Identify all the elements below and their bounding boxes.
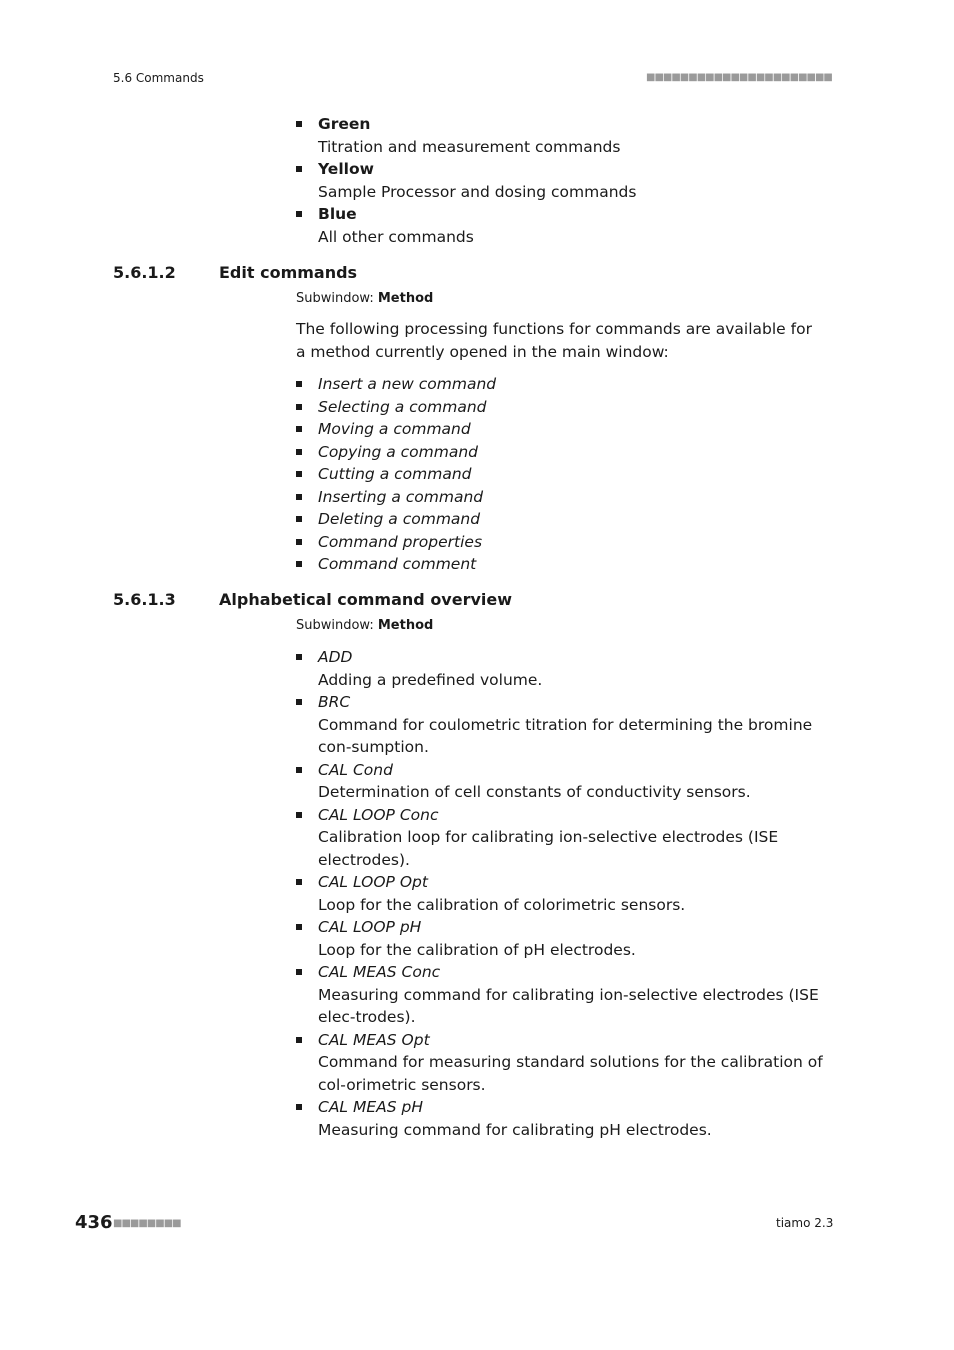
- bullet-square-icon: [296, 812, 302, 818]
- list-item: CAL LOOP Conc Calibration loop for calibrating ion-selective electrodes (ISE electrodes).: [296, 804, 836, 872]
- list-item: Yellow Sample Processor and dosing commands: [296, 158, 836, 203]
- section-number: 5.6.1.2: [113, 263, 176, 282]
- section-number: 5.6.1.3: [113, 590, 176, 609]
- running-header-dashes: ■■■■■■■■■■■■■■■■■■■■■■: [646, 72, 832, 83]
- subwindow-note: Subwindow: Method: [296, 291, 434, 306]
- list-item: Selecting a command: [296, 396, 836, 419]
- list-item: CAL LOOP pH Loop for the calibration of pH electrodes.: [296, 916, 836, 961]
- intro-paragraph: The following processing functions for commands are available for a method currently opened in the main window:: [296, 320, 812, 361]
- list-item: Cutting a command: [296, 463, 836, 486]
- list-item: Moving a command: [296, 418, 836, 441]
- bullet-square-icon: [296, 426, 302, 432]
- bullet-square-icon: [296, 699, 302, 705]
- list-item: Blue All other commands: [296, 203, 836, 248]
- list-item: BRC Command for coulometric titration for determining the bromine con-sumption.: [296, 691, 836, 759]
- list-item: CAL Cond Determination of cell constants of conductivity sensors.: [296, 759, 836, 804]
- bullet-square-icon: [296, 654, 302, 660]
- section-heading-edit-commands: [113, 263, 357, 282]
- bullet-square-icon: [296, 561, 302, 567]
- section-title: Alphabetical command overview: [219, 590, 513, 609]
- list-item: CAL MEAS Opt Command for measuring standard solutions for the calibration of col-orimetric sensors.: [296, 1029, 836, 1097]
- list-item: CAL LOOP Opt Loop for the calibration of colorimetric sensors.: [296, 871, 836, 916]
- list-item: ADD Adding a predefined volume.: [296, 646, 836, 691]
- list-item: Insert a new command: [296, 373, 836, 396]
- bullet-square-icon: [296, 879, 302, 885]
- list-item: Deleting a command: [296, 508, 836, 531]
- bullet-square-icon: [296, 494, 302, 500]
- bullet-square-icon: [296, 471, 302, 477]
- bullet-square-icon: [296, 969, 302, 975]
- bullet-square-icon: [296, 381, 302, 387]
- list-item: Inserting a command: [296, 486, 836, 509]
- list-item: Green Titration and measurement commands: [296, 113, 836, 158]
- bullet-square-icon: [296, 121, 302, 127]
- subwindow-note: Subwindow: Method: [296, 618, 434, 633]
- bullet-square-icon: [296, 924, 302, 930]
- product-name: tiamo 2.3: [776, 1216, 834, 1230]
- bullet-square-icon: [296, 449, 302, 455]
- edit-functions-list: [296, 373, 836, 576]
- bullet-square-icon: [296, 211, 302, 217]
- list-item: CAL MEAS Conc Measuring command for calibrating ion-selective electrodes (ISE elec-trodes).: [296, 961, 836, 1029]
- footer-dashes: ■■■■■■■■: [113, 1218, 181, 1229]
- section-heading-command-overview: [113, 590, 512, 609]
- bullet-square-icon: [296, 1037, 302, 1043]
- command-overview-list: [296, 646, 836, 1141]
- list-item: Command comment: [296, 553, 836, 576]
- bullet-square-icon: [296, 1104, 302, 1110]
- bullet-square-icon: [296, 516, 302, 522]
- section-title: Edit commands: [219, 263, 358, 282]
- bullet-square-icon: [296, 166, 302, 172]
- bullet-square-icon: [296, 767, 302, 773]
- list-item: Command properties: [296, 531, 836, 554]
- page-number: 436: [75, 1212, 113, 1233]
- color-list: [296, 113, 836, 248]
- bullet-square-icon: [296, 404, 302, 410]
- list-item: Copying a command: [296, 441, 836, 464]
- running-header-section: 5.6 Commands: [113, 71, 204, 85]
- list-item: CAL MEAS pH Measuring command for calibrating pH electrodes.: [296, 1096, 836, 1141]
- bullet-square-icon: [296, 539, 302, 545]
